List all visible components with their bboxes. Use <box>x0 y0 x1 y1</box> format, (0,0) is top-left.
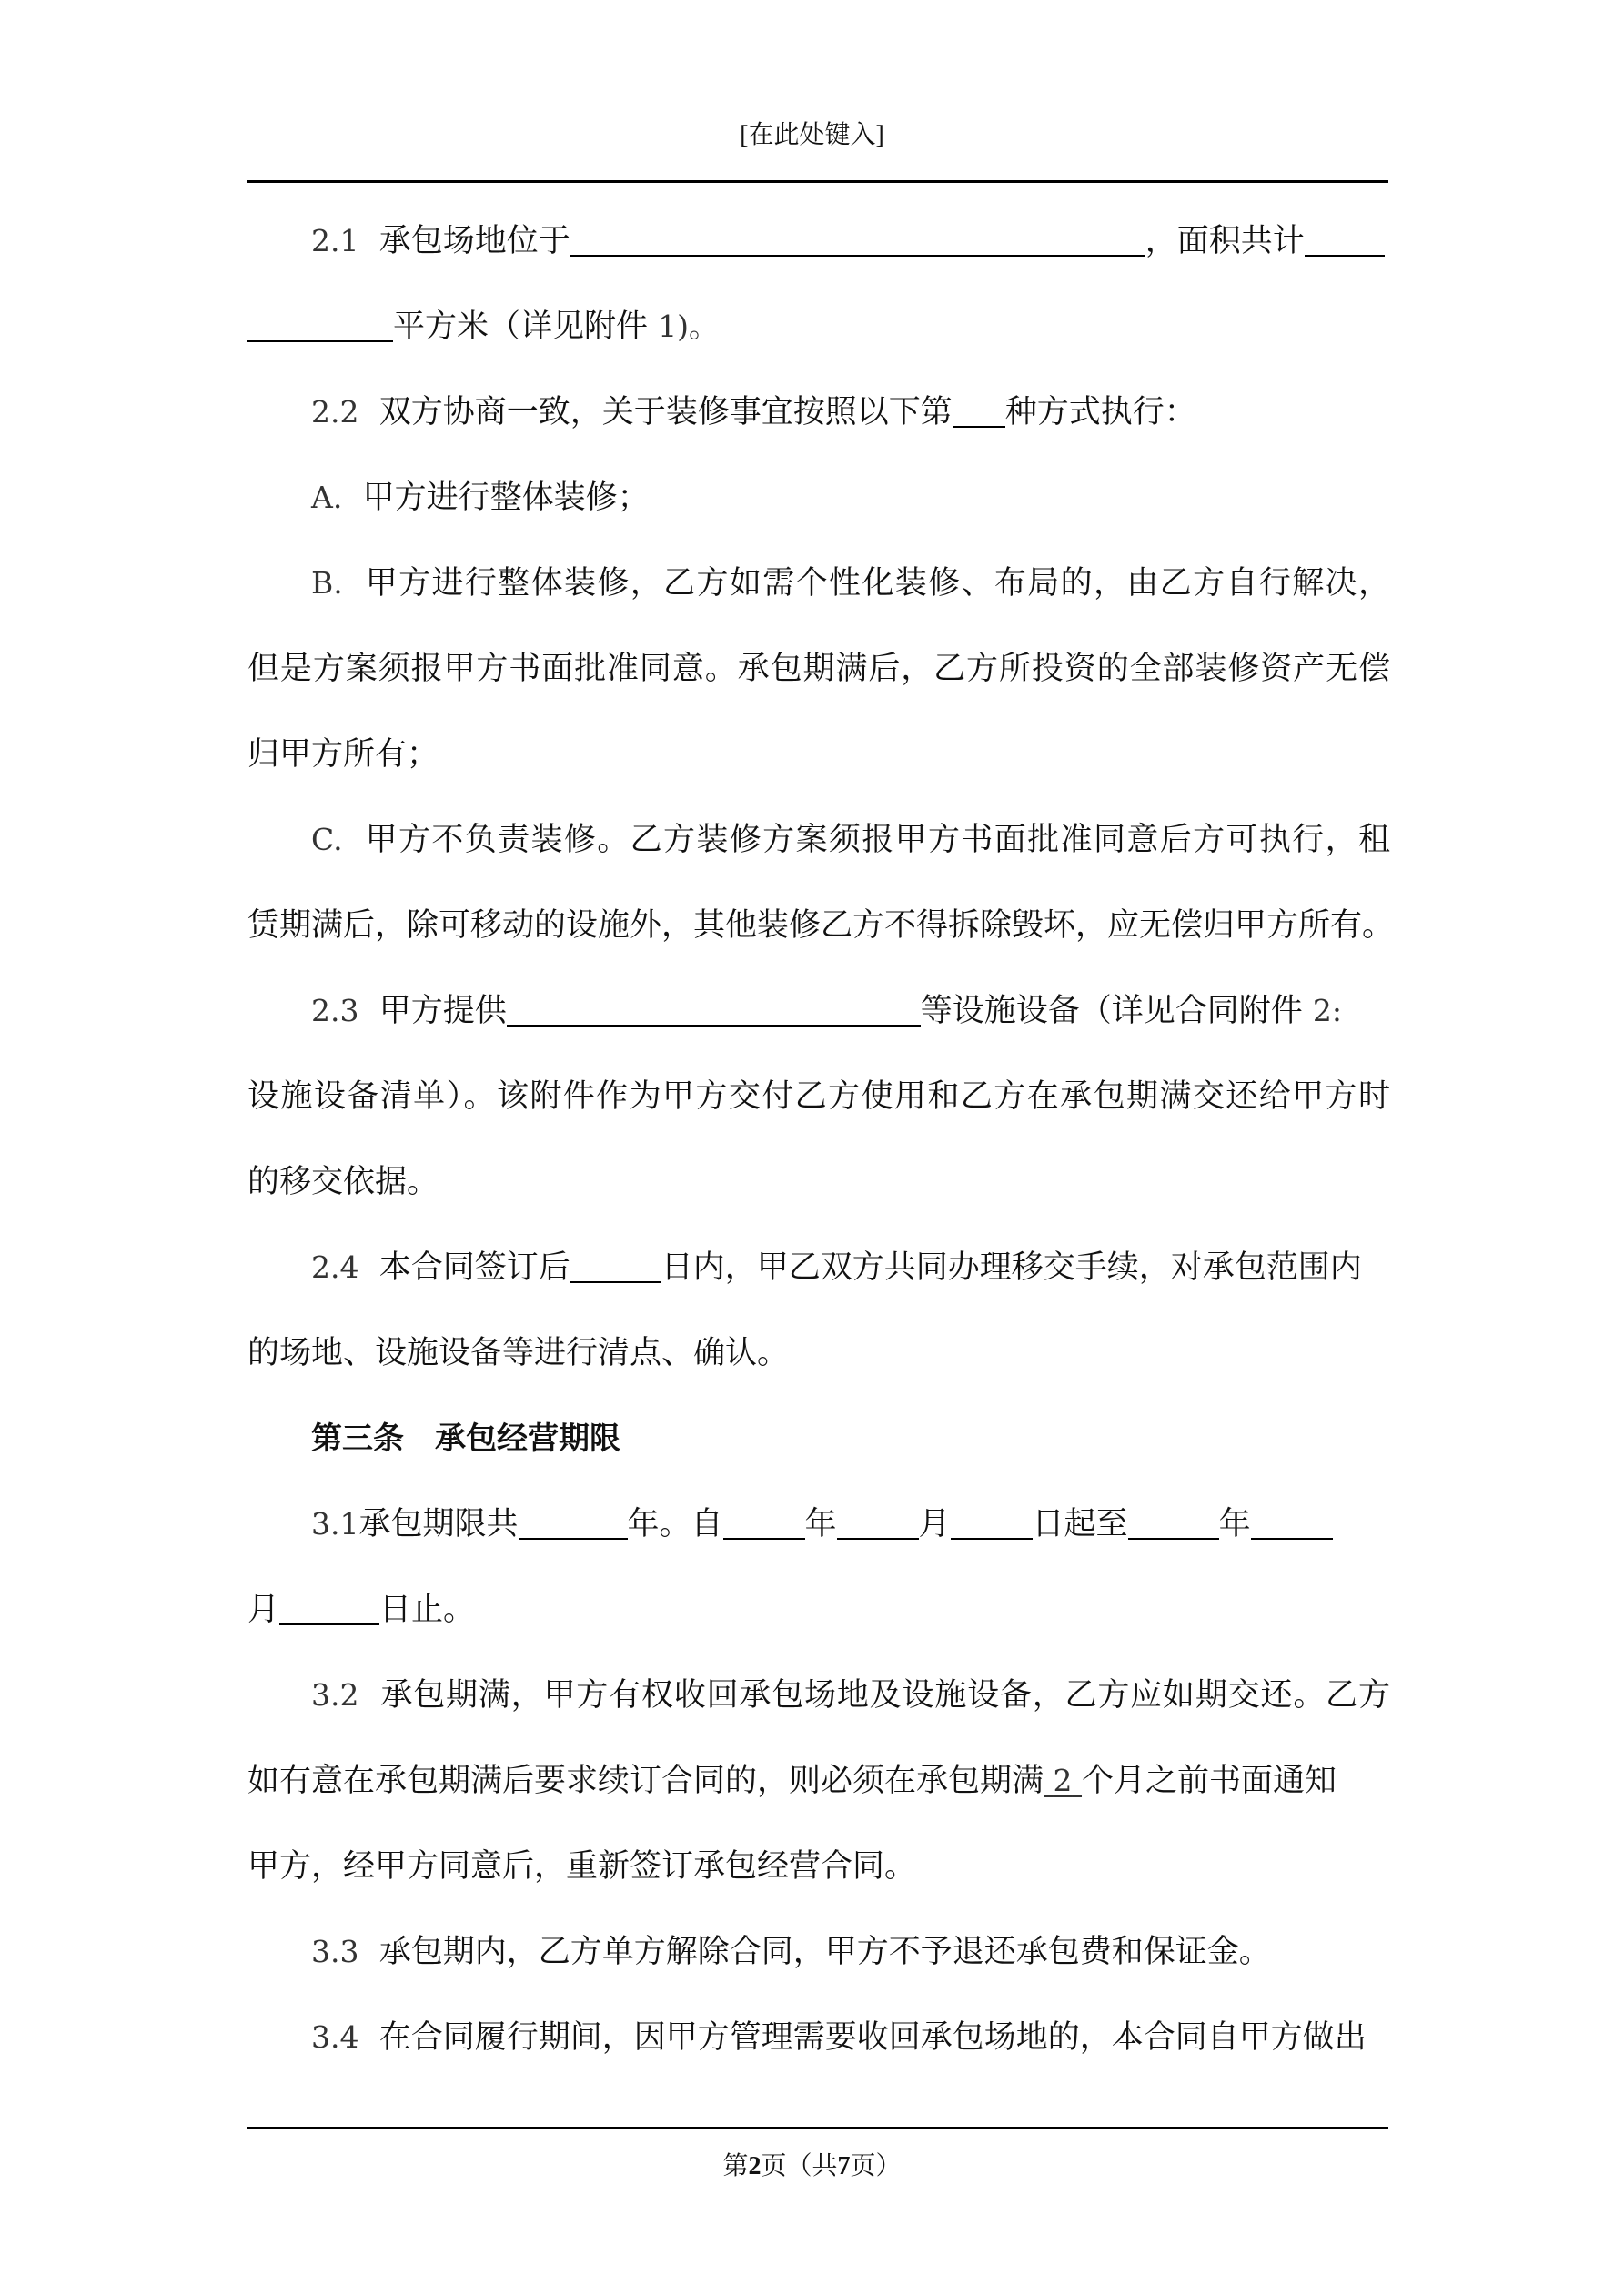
option-label: C. <box>311 822 343 857</box>
notice-months-value: 2 <box>1053 1763 1073 1798</box>
clause-text: 如有意在承包期满后要求续订合同的，则必须在承包期满 <box>247 1763 1044 1799</box>
days-blank[interactable] <box>570 1249 661 1283</box>
equipment-blank[interactable] <box>507 992 921 1027</box>
clause-3-4 <box>311 2015 1390 2060</box>
clause-number: 2.2 <box>311 394 359 430</box>
clause-text: 承包期满，甲方有权收回承包场地及设施设备，乙方应如期交还。乙方 <box>380 1677 1390 1714</box>
clause-number: 2.3 <box>311 993 359 1028</box>
attachment-ref: 2: <box>1312 993 1343 1028</box>
clause-text: 月 <box>247 1592 280 1628</box>
page-number: 2 <box>748 2152 762 2180</box>
clause-text: 等设施设备（详见合同附件 <box>920 993 1303 1029</box>
end-year-blank[interactable] <box>1128 1505 1219 1540</box>
page-total: 7 <box>837 2152 851 2180</box>
clause-text: 承包期限共 <box>358 1506 519 1542</box>
clause-3-2-line-2 <box>247 1758 1390 1804</box>
end-day-blank[interactable] <box>279 1591 379 1625</box>
option-b-line-3: 归甲方所有； <box>247 736 439 773</box>
clause-2-3-line-1 <box>311 988 1390 1034</box>
clause-text: 年 <box>804 1506 837 1542</box>
clause-text: 承包场地位于 <box>378 223 570 259</box>
option-text: 甲方进行整体装修，乙方如需个性化装修、布局的，由乙方自行解决， <box>365 565 1390 602</box>
clause-2-1-line-1 <box>311 218 1390 264</box>
clause-text: 双方协商一致，关于装修事宜按照以下第 <box>378 394 953 430</box>
start-month-blank[interactable] <box>837 1505 919 1540</box>
option-label: A. <box>311 480 343 515</box>
clause-text: 平方米（详见附件 <box>393 308 649 345</box>
clause-3-1-line-1 <box>311 1502 1390 1547</box>
header-rule <box>247 180 1388 183</box>
clause-3-2-line-3: 甲方，经甲方同意后，重新签订承包经营合同。 <box>247 1848 917 1885</box>
clause-text: 年。自 <box>627 1506 723 1542</box>
page-footer: 第2页（共7页） <box>722 2152 902 2180</box>
clause-text: 本合同签订后 <box>378 1249 570 1286</box>
option-label: B. <box>311 565 343 601</box>
clause-2-4-line-1 <box>311 1245 1390 1290</box>
clause-text: 在合同履行期间，因甲方管理需要收回承包场地的，本合同自甲方做出 <box>378 2019 1367 2056</box>
option-blank[interactable] <box>953 393 1005 428</box>
article-3-heading: 第三条 承包经营期限 <box>311 1421 620 1457</box>
clause-text: 甲方提供 <box>378 993 507 1029</box>
clause-text: 日起至 <box>1032 1506 1128 1542</box>
clause-2-3-line-3: 的移交依据。 <box>247 1164 439 1200</box>
clause-text: 种方式执行： <box>1004 394 1196 430</box>
clause-3-3 <box>311 1929 1390 1975</box>
option-text: 甲方进行整体装修； <box>362 480 650 516</box>
clause-number: 2.1 <box>311 223 359 258</box>
clause-2-1-line-2 <box>247 304 1390 349</box>
end-month-blank-start[interactable] <box>1251 1505 1333 1540</box>
clause-text: 日止。 <box>379 1592 476 1628</box>
option-c-line-2: 赁期满后，除可移动的设施外，其他装修乙方不得拆除毁坏，应无偿归甲方所有。 <box>247 907 1395 944</box>
attachment-ref: 1)。 <box>658 308 720 344</box>
term-years-blank[interactable] <box>519 1505 628 1540</box>
area-blank-end[interactable] <box>247 308 393 342</box>
clause-number: 3.4 <box>311 2019 359 2055</box>
option-c-line-1 <box>311 817 1390 863</box>
clause-3-2-line-1 <box>311 1673 1390 1718</box>
clause-number: 2.4 <box>311 1249 359 1285</box>
clause-2-2 <box>311 389 1390 435</box>
clause-text: 日内，甲乙双方共同办理移交手续，对承包范围内 <box>661 1249 1362 1286</box>
option-b-line-2: 但是方案须报甲方书面批准同意。承包期满后，乙方所投资的全部装修资产无偿 <box>247 651 1390 687</box>
clause-3-1-line-2 <box>247 1587 1390 1633</box>
clause-text: 月 <box>918 1506 951 1542</box>
clause-text: 年 <box>1218 1506 1251 1542</box>
clause-number: 3.1 <box>311 1506 359 1542</box>
clause-2-4-line-2: 的场地、设施设备等进行清点、确认。 <box>247 1335 790 1371</box>
footer-rule <box>247 2127 1388 2129</box>
clause-number: 3.2 <box>311 1677 359 1713</box>
clause-2-3-line-2: 设施设备清单）。该附件作为甲方交付乙方使用和乙方在承包期满交还给甲方时 <box>247 1078 1390 1115</box>
clause-number: 3.3 <box>311 1934 359 1969</box>
option-b-line-1 <box>311 561 1390 606</box>
clause-text: 承包期内，乙方单方解除合同，甲方不予退还承包费和保证金。 <box>378 1934 1271 1970</box>
option-a <box>311 475 1390 521</box>
clause-text: ，面积共计 <box>1145 223 1305 259</box>
location-blank[interactable] <box>570 222 1145 257</box>
option-text: 甲方不负责装修。乙方装修方案须报甲方书面批准同意后方可执行，租 <box>365 822 1390 858</box>
start-day-blank[interactable] <box>951 1505 1033 1540</box>
area-blank-start[interactable] <box>1305 222 1385 257</box>
start-year-blank[interactable] <box>723 1505 805 1540</box>
page-header: [在此处键入] <box>740 121 884 149</box>
clause-text: 个月之前书面通知 <box>1082 1763 1337 1799</box>
